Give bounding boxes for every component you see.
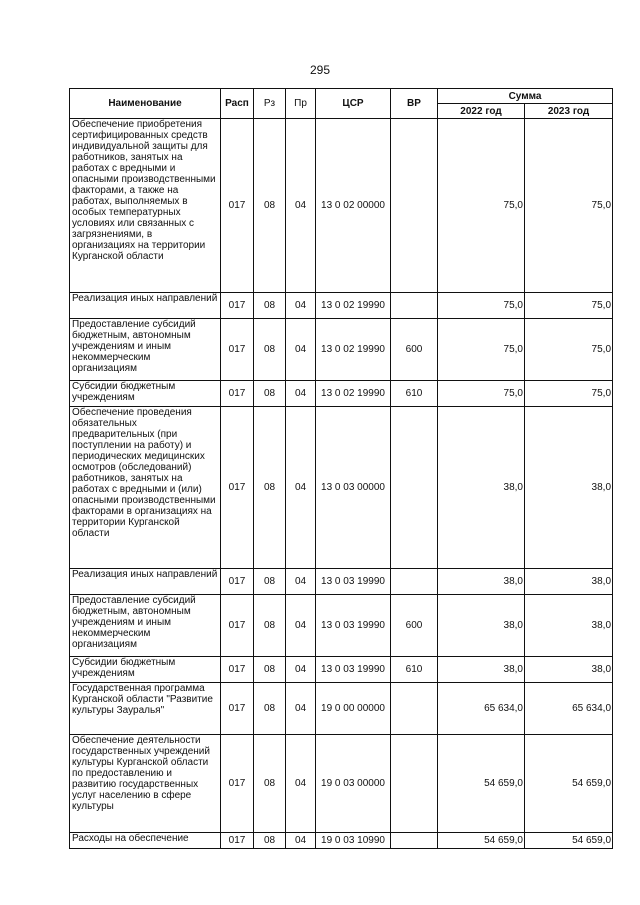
- cell-rasp: 017: [221, 833, 254, 849]
- cell-2022: 65 634,0: [438, 683, 525, 735]
- table-row: [70, 319, 613, 381]
- cell-2022: 75,0: [438, 293, 525, 319]
- cell-name: Субсидии бюджетным учреждениям: [70, 657, 221, 683]
- cell-2022: 54 659,0: [438, 833, 525, 849]
- cell-name: Реализация иных направлений: [70, 569, 221, 595]
- table-row: [70, 119, 613, 293]
- cell-rasp: 017: [221, 381, 254, 407]
- cell-vr: 600: [391, 319, 438, 381]
- cell-csr: 19 0 00 00000: [316, 683, 391, 735]
- cell-rz: 08: [254, 735, 286, 833]
- cell-2022: 75,0: [438, 319, 525, 381]
- cell-vr: 610: [391, 657, 438, 683]
- cell-pr: 04: [286, 833, 316, 849]
- cell-rasp: 017: [221, 319, 254, 381]
- cell-2023: 38,0: [525, 407, 613, 569]
- cell-rasp: 017: [221, 569, 254, 595]
- table-row: [70, 381, 613, 407]
- cell-rasp: 017: [221, 735, 254, 833]
- cell-vr: [391, 293, 438, 319]
- header-2023: 2023 год: [525, 104, 613, 119]
- cell-pr: 04: [286, 657, 316, 683]
- cell-rz: 08: [254, 569, 286, 595]
- cell-name: Предоставление субсидий бюджетным, автономным учреждениям и иным некоммерческим организациям: [70, 319, 221, 381]
- cell-rasp: 017: [221, 407, 254, 569]
- cell-2023: 75,0: [525, 119, 613, 293]
- cell-name: Обеспечение проведения обязательных предварительных (при поступлении на работу) и периодических медицинских осмотров (обследований) работников, занятых на работах с вредными и (или) опасными производственными факторами в организациях на территории Курганской области: [70, 407, 221, 569]
- cell-name: Государственная программа Курганской области "Развитие культуры Зауралья": [70, 683, 221, 735]
- cell-pr: 04: [286, 595, 316, 657]
- cell-rasp: 017: [221, 293, 254, 319]
- table-row: [70, 407, 613, 569]
- page-number: 295: [309, 63, 331, 77]
- cell-rasp: 017: [221, 683, 254, 735]
- cell-2023: 54 659,0: [525, 833, 613, 849]
- cell-vr: 610: [391, 381, 438, 407]
- cell-2023: 54 659,0: [525, 735, 613, 833]
- cell-rasp: 017: [221, 657, 254, 683]
- cell-vr: [391, 119, 438, 293]
- cell-vr: [391, 407, 438, 569]
- cell-rz: 08: [254, 381, 286, 407]
- cell-rz: 08: [254, 293, 286, 319]
- header-pr: Пр: [286, 89, 316, 119]
- cell-name: Предоставление субсидий бюджетным, автономным учреждениям и иным некоммерческим организациям: [70, 595, 221, 657]
- cell-2023: 75,0: [525, 293, 613, 319]
- cell-csr: 13 0 02 19990: [316, 381, 391, 407]
- cell-rz: 08: [254, 319, 286, 381]
- cell-2023: 38,0: [525, 657, 613, 683]
- cell-2023: 38,0: [525, 569, 613, 595]
- table-row: [70, 293, 613, 319]
- cell-vr: [391, 735, 438, 833]
- table-row: [70, 833, 613, 849]
- cell-rz: 08: [254, 595, 286, 657]
- cell-2022: 38,0: [438, 569, 525, 595]
- cell-pr: 04: [286, 381, 316, 407]
- cell-2022: 38,0: [438, 407, 525, 569]
- cell-csr: 19 0 03 10990: [316, 833, 391, 849]
- cell-name: Субсидии бюджетным учреждениям: [70, 381, 221, 407]
- cell-csr: 13 0 03 19990: [316, 569, 391, 595]
- header-csr: ЦСР: [316, 89, 391, 119]
- cell-2022: 75,0: [438, 381, 525, 407]
- cell-csr: 13 0 02 00000: [316, 119, 391, 293]
- cell-pr: 04: [286, 569, 316, 595]
- cell-csr: 13 0 03 19990: [316, 595, 391, 657]
- table-row: [70, 595, 613, 657]
- cell-vr: [391, 833, 438, 849]
- cell-pr: 04: [286, 407, 316, 569]
- cell-rz: 08: [254, 407, 286, 569]
- cell-csr: 13 0 03 19990: [316, 657, 391, 683]
- cell-name: Расходы на обеспечение: [70, 833, 221, 849]
- header-2022: 2022 год: [438, 104, 525, 119]
- header-rasp: Расп: [221, 89, 254, 119]
- cell-2022: 75,0: [438, 119, 525, 293]
- cell-csr: 13 0 02 19990: [316, 319, 391, 381]
- cell-vr: 600: [391, 595, 438, 657]
- cell-name: Обеспечение деятельности государственных учреждений культуры Курганской области по предоставлению и развитию государственных услуг населению в сфере культуры: [70, 735, 221, 833]
- cell-rz: 08: [254, 657, 286, 683]
- table-row: [70, 735, 613, 833]
- cell-2022: 38,0: [438, 595, 525, 657]
- cell-2023: 38,0: [525, 595, 613, 657]
- cell-pr: 04: [286, 735, 316, 833]
- budget-table: [69, 88, 613, 849]
- cell-csr: 19 0 03 00000: [316, 735, 391, 833]
- cell-2022: 38,0: [438, 657, 525, 683]
- cell-rz: 08: [254, 683, 286, 735]
- cell-pr: 04: [286, 319, 316, 381]
- cell-pr: 04: [286, 293, 316, 319]
- cell-2023: 75,0: [525, 319, 613, 381]
- cell-csr: 13 0 02 19990: [316, 293, 391, 319]
- header-vr: ВР: [391, 89, 438, 119]
- cell-rasp: 017: [221, 595, 254, 657]
- header-rz: Рз: [254, 89, 286, 119]
- table-row: [70, 683, 613, 735]
- cell-rz: 08: [254, 119, 286, 293]
- table-row: [70, 657, 613, 683]
- cell-name: Реализация иных направлений: [70, 293, 221, 319]
- header-sum: Сумма: [438, 89, 613, 104]
- cell-rasp: 017: [221, 119, 254, 293]
- cell-pr: 04: [286, 119, 316, 293]
- cell-rz: 08: [254, 833, 286, 849]
- header-name: Наименование: [70, 89, 221, 119]
- cell-2022: 54 659,0: [438, 735, 525, 833]
- cell-pr: 04: [286, 683, 316, 735]
- table-row: [70, 569, 613, 595]
- cell-2023: 65 634,0: [525, 683, 613, 735]
- cell-csr: 13 0 03 00000: [316, 407, 391, 569]
- cell-vr: [391, 683, 438, 735]
- cell-name: Обеспечение приобретения сертифицированных средств индивидуальной защиты для работников, занятых на работах с вредными и опасными производственными факторами, а также на работах, выполняемых в особых температурных условиях или связанных с загрязнениями, в организациях на территории Курганской области: [70, 119, 221, 293]
- cell-vr: [391, 569, 438, 595]
- cell-2023: 75,0: [525, 381, 613, 407]
